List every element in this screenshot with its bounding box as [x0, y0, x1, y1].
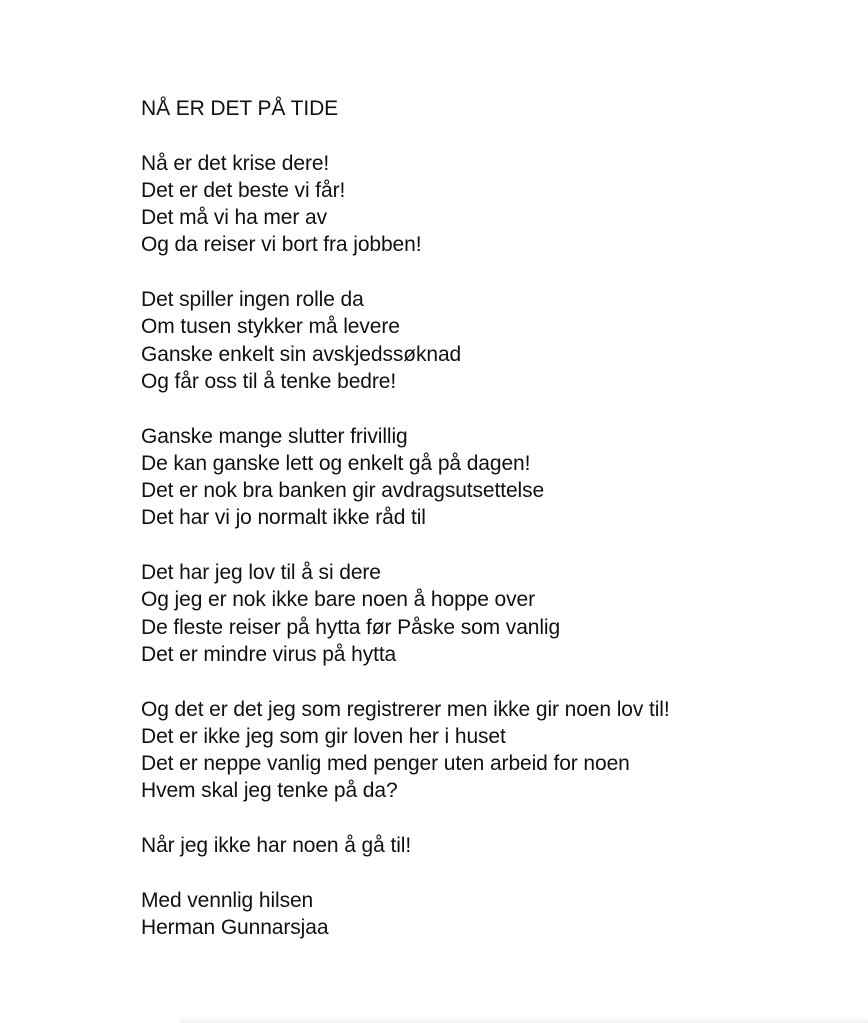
poem-line: Det har vi jo normalt ikke råd til: [141, 506, 426, 530]
poem-line: Det er mindre virus på hytta: [141, 642, 397, 666]
poem-line: Det er det beste vi får!: [141, 178, 346, 202]
poem-line: Og da reiser vi bort fra jobben!: [141, 233, 422, 257]
poem-line: Nå er det krise dere!: [141, 151, 330, 175]
poem-document: [141, 95, 841, 941]
poem-line: Ganske mange slutter frivillig: [141, 424, 408, 448]
poem-line: Det er nok bra banken gir avdragsutsettelse: [141, 479, 545, 503]
poem-title: NÅ ER DET PÅ TIDE: [141, 97, 339, 120]
stanza-2: [141, 286, 841, 395]
stanza-5: [141, 696, 841, 805]
poem-line: De kan ganske lett og enkelt gå på dagen!: [141, 451, 531, 475]
stanza-1: [141, 150, 841, 259]
closing-greeting: Med vennlig hilsen: [141, 888, 314, 912]
poem-line: Det må vi ha mer av: [141, 206, 327, 230]
poem-line: Det er neppe vanlig med penger uten arbeid for noen: [141, 752, 630, 776]
stanza-6: [141, 832, 841, 859]
poem-line: Når jeg ikke har noen å gå til!: [141, 834, 412, 858]
closing-block: [141, 887, 841, 942]
poem-line: Det er ikke jeg som gir loven her i huset: [141, 724, 506, 748]
poem-line: Om tusen stykker må levere: [141, 315, 400, 339]
signature-name: Herman Gunnarsjaa: [141, 915, 329, 939]
poem-line: Ganske enkelt sin avskjedssøknad: [141, 342, 462, 366]
poem-line: Og det er det jeg som registrerer men ikke gir noen lov til!: [141, 697, 670, 721]
poem-line: De fleste reiser på hytta før Påske som vanlig: [141, 615, 561, 639]
poem-line: Og jeg er nok ikke bare noen å hoppe over: [141, 588, 535, 612]
stanza-4: [141, 559, 841, 668]
poem-line: Det har jeg lov til å si dere: [141, 561, 381, 585]
poem-line: Og får oss til å tenke bedre!: [141, 369, 397, 393]
poem-line: Det spiller ingen rolle da: [141, 288, 364, 312]
poem-line: Hvem skal jeg tenke på da?: [141, 779, 398, 803]
page-bottom-shadow: [180, 1017, 868, 1023]
stanza-3: [141, 423, 841, 532]
